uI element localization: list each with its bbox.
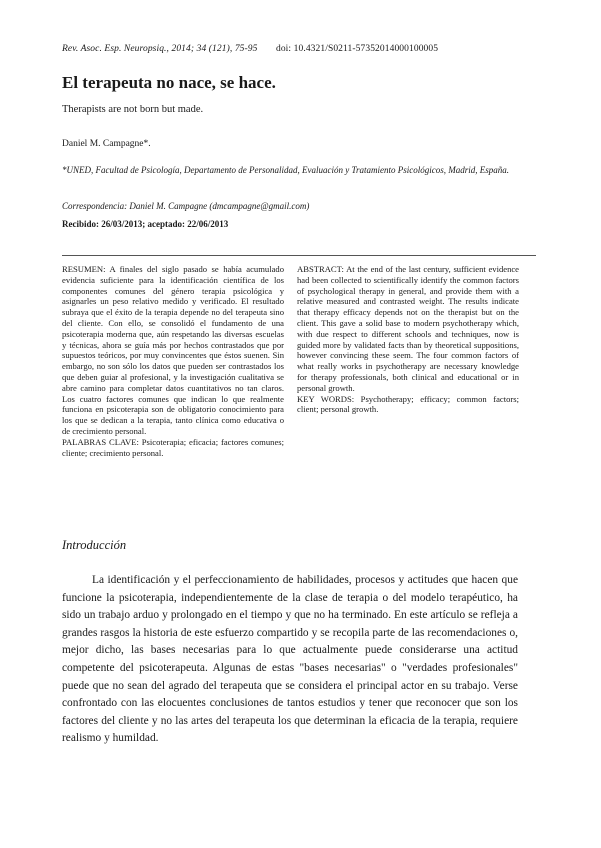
abstract-english [297, 264, 519, 415]
key-words: KEY WORDS: Psychotherapy; efficacy; common factors; client; personal growth. [297, 393, 519, 415]
journal-citation: Rev. Asoc. Esp. Neuropsiq., 2014; 34 (121), 75-95 [62, 44, 258, 54]
palabras-clave: PALABRAS CLAVE: Psicoterapia; eficacia; factores comunes; cliente; crecimiento personal. [62, 436, 284, 458]
correspondence: Correspondencia: Daniel M. Campagne (dmcampagne@gmail.com) [62, 201, 310, 211]
received-accepted-dates: Recibido: 26/03/2013; aceptado: 22/06/2013 [62, 219, 229, 229]
article-subtitle: Therapists are not born but made. [62, 104, 204, 115]
author: Daniel M. Campagne*. [62, 139, 151, 149]
abstract-spanish [62, 264, 284, 458]
article-title: El terapeuta no nace, se hace. [62, 73, 276, 92]
affiliation: *UNED, Facultad de Psicología, Departamento de Personalidad, Evaluación y Tratamiento Psicológicos, Madrid, España. [62, 165, 509, 175]
resumen-text: RESUMEN: A finales del siglo pasado se había acumulado evidencia suficiente para la identificación científica de los componentes comunes del género terapia psicológica y asignarles un peso relativo medido y verificado. El resultado subraya que el éxito de la terapia depende no del terapeuta sino del cliente. Con ello, se consolidó el fundamento de una psicoterapia moderna que, aún respetando las diversas escuelas y técnicas, ahora se guía más por hechos contrastados que por supuestos teóricos, por muy convincentes que éstos suenen. Sin embargo, no son sólo los datos que pueden ser contrastados los que deben guiar al profesional, y la investigación cualitativa se abre camino para completar datos cuantitativos no tan claros. Los cuatro factores comunes que indican lo que realmente funciona en psicoterapia son de obligatorio conocimiento para los que se dedican a la terapia, tanto clínica como educativa o de crecimiento personal. [62, 264, 284, 436]
running-header [62, 44, 542, 54]
doi: doi: 10.4321/S0211-57352014000100005 [275, 44, 439, 54]
abstract-text: ABSTRACT: At the end of the last century, sufficient evidence had been collected to scientifically identify the common factors of psychological therapy in general, and provide them with a relative measured and contrasted weight. The results indicate that therapy efficacy depends not on the therapist but on the client. This gave a solid base to modern psychotherapy which, with due respect to different schools and techniques, now is guided more by validated facts than by theoretical suppositions, however convincing these seem. The four common factors of what really works in psychotherapy are necessary knowledge for therapy professionals, both clinical and educational or in personal growth. [297, 264, 519, 393]
body-text [62, 572, 518, 748]
section-heading: Introducción [62, 538, 127, 552]
intro-paragraph: La identificación y el perfeccionamiento de habilidades, procesos y actitudes que hacen que funcione la psicoterapia, independientemente de la clase de terapia o del modelo terapéutico, ha sido un trabajo arduo y prolongado en el tiempo y que no ha terminado. En este artículo se refleja a grandes rasgos la historia de este esfuerzo compartido y se recopila parte de las recomendaciones o, mejor dicho, las bases necesarias para lo que actualmente puede considerarse una actitud competente del psicoterapeuta. Algunas de estas "bases necesarias" o "verdades profesionales" puede que no sean del agrado del terapeuta que se considera el principal actor en su trabajo. Verse confrontado con las elocuentes conclusiones de tantos estudios y tener que reconocer que son los factores del cliente y no las artes del terapeuta los que determinan la eficacia de la terapia, requiere realismo y humildad. [62, 574, 518, 745]
